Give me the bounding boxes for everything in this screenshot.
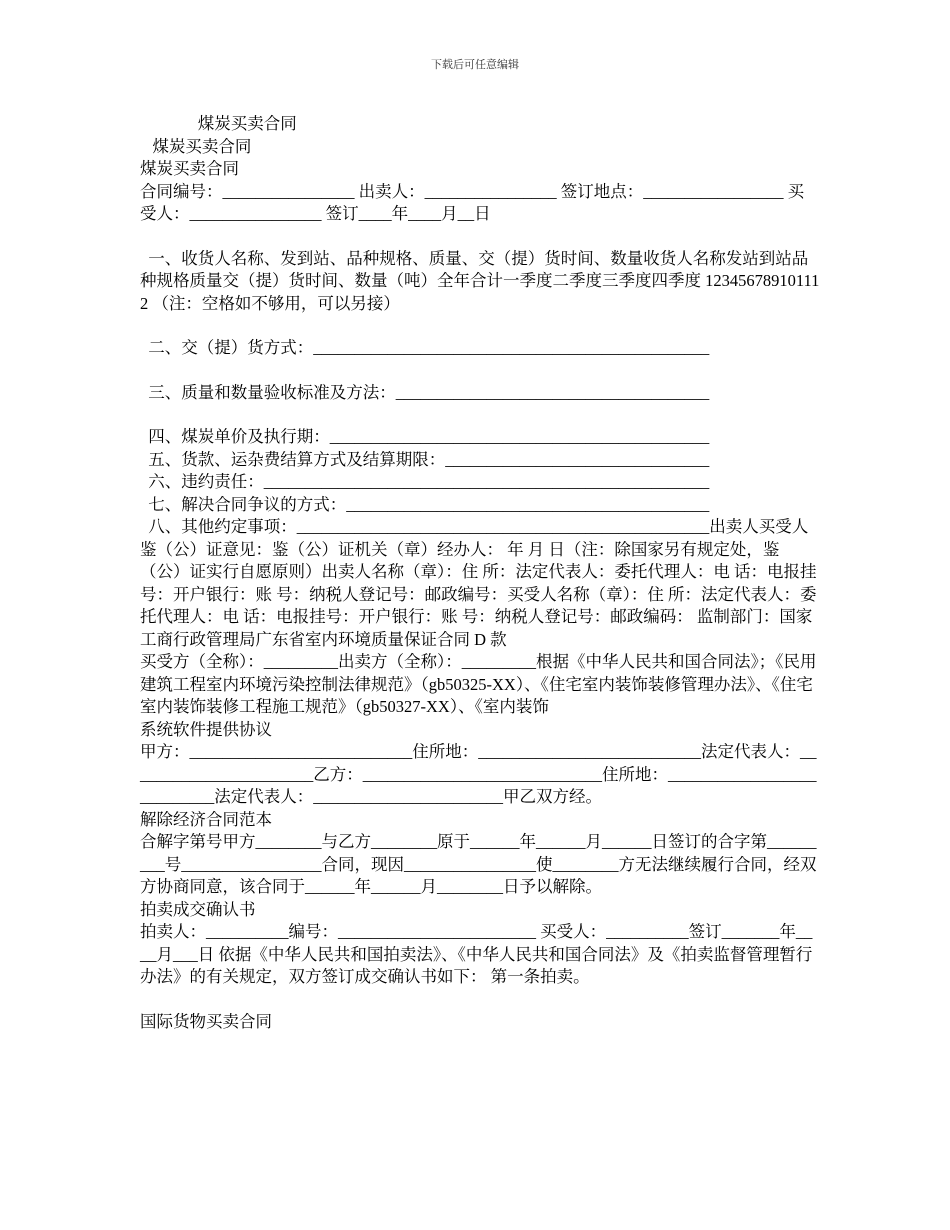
document-paragraph: 三、质量和数量验收标准及方法：______________________________________: [140, 382, 710, 402]
blank-line: [140, 360, 820, 382]
document-paragraph: 五、货款、运杂费结算方式及结算期限：________________________________: [140, 449, 710, 469]
document-paragraph: 煤炭买卖合同: [140, 159, 239, 178]
document-paragraph: 买受方（全称）：_________出卖方（全称）：_________根据《中华人民共和国合同法》；《民用建筑工程室内环境污染控制法律规范》（gb50325-XX）、《住宅室内装饰装修管理办法》、《住宅室内装饰装修工程施工规范》（gb50327-XX）、《室内装饰: [140, 652, 817, 716]
document-paragraph: 二、交（提）货方式：________________________________________________: [140, 338, 710, 357]
document-paragraph: 煤炭买卖合同: [140, 136, 252, 156]
document-paragraph: 解除经济合同范本: [140, 809, 272, 829]
blank-line: [140, 226, 820, 248]
document-paragraph: 合解字第号甲方________与乙方________原于______年______月______日签订的合字第_________号_________________合同，现因________________使________方无法继续履行合同，经双方协商同意，该合同于______年______月________日予以解除。: [140, 832, 817, 896]
document-paragraph: 合同编号：________________ 出卖人：________________ 签订地点：_________________ 买受人：________________ 签订____年____月__日: [140, 181, 805, 223]
document-paragraph: 煤炭买卖合同: [140, 114, 297, 133]
blank-line: [140, 989, 820, 1011]
blank-line: [140, 404, 820, 426]
document-paragraph: 八、其他约定事项：__________________________________________________出卖人买受人鉴（公）证意见：鉴（公）证机关（章）经办人： 年 月 日（注：除国家另有规定处，鉴（公）证实行自愿原则）出卖人名称（章）：住 所：法定代表人：委托代理人：电 话：电报挂号：开户银行：账 号：纳税人登记号：邮政编号：买受人名称（章）：住 所：法定代表人：委托代理人：电 话：电报挂号：开户银行：账 号：纳税人登记号：邮政编码： 监制部门：国家工商行政管理局广东省室内环境质量保证合同 D 款: [140, 517, 817, 649]
document-body: [140, 113, 820, 1033]
page-header: 下载后可任意编辑: [431, 59, 519, 71]
document-paragraph: 国际货物买卖合同: [140, 1011, 272, 1031]
document-paragraph: 拍卖成交确认书: [140, 899, 256, 919]
document-paragraph: 七、解决合同争议的方式：____________________________________________: [140, 494, 710, 514]
document-paragraph: 甲方：___________________________住所地：___________________________法定代表人：_______________________乙方：_____________________________住所地：___________________________法定代表人：_______________________甲乙双方经。: [140, 742, 817, 806]
document-paragraph: 六、违约责任：______________________________________________________: [140, 472, 710, 491]
document-paragraph: 系统软件提供协议: [140, 719, 272, 739]
blank-line: [140, 315, 820, 337]
document-paragraph: 四、煤炭单价及执行期：______________________________________________: [140, 427, 710, 446]
document-paragraph: 拍卖人：__________编号：________________________ 买受人：__________签订_______年____月___日 依据《中华人民共和国拍卖法》、《中华人民共和国合同法》及《拍卖监督管理暂行办法》的有关规定，双方签订成交确认书如下： 第一条拍卖。: [140, 922, 813, 986]
document-paragraph: 一、收货人名称、发到站、品种规格、质量、交（提）货时间、数量收货人名称发站到站品种规格质量交（提）货时间、数量（吨）全年合计一季度二季度三季度四季度 123456789101112 （注：空格如不够用，可以另接）: [140, 248, 820, 313]
